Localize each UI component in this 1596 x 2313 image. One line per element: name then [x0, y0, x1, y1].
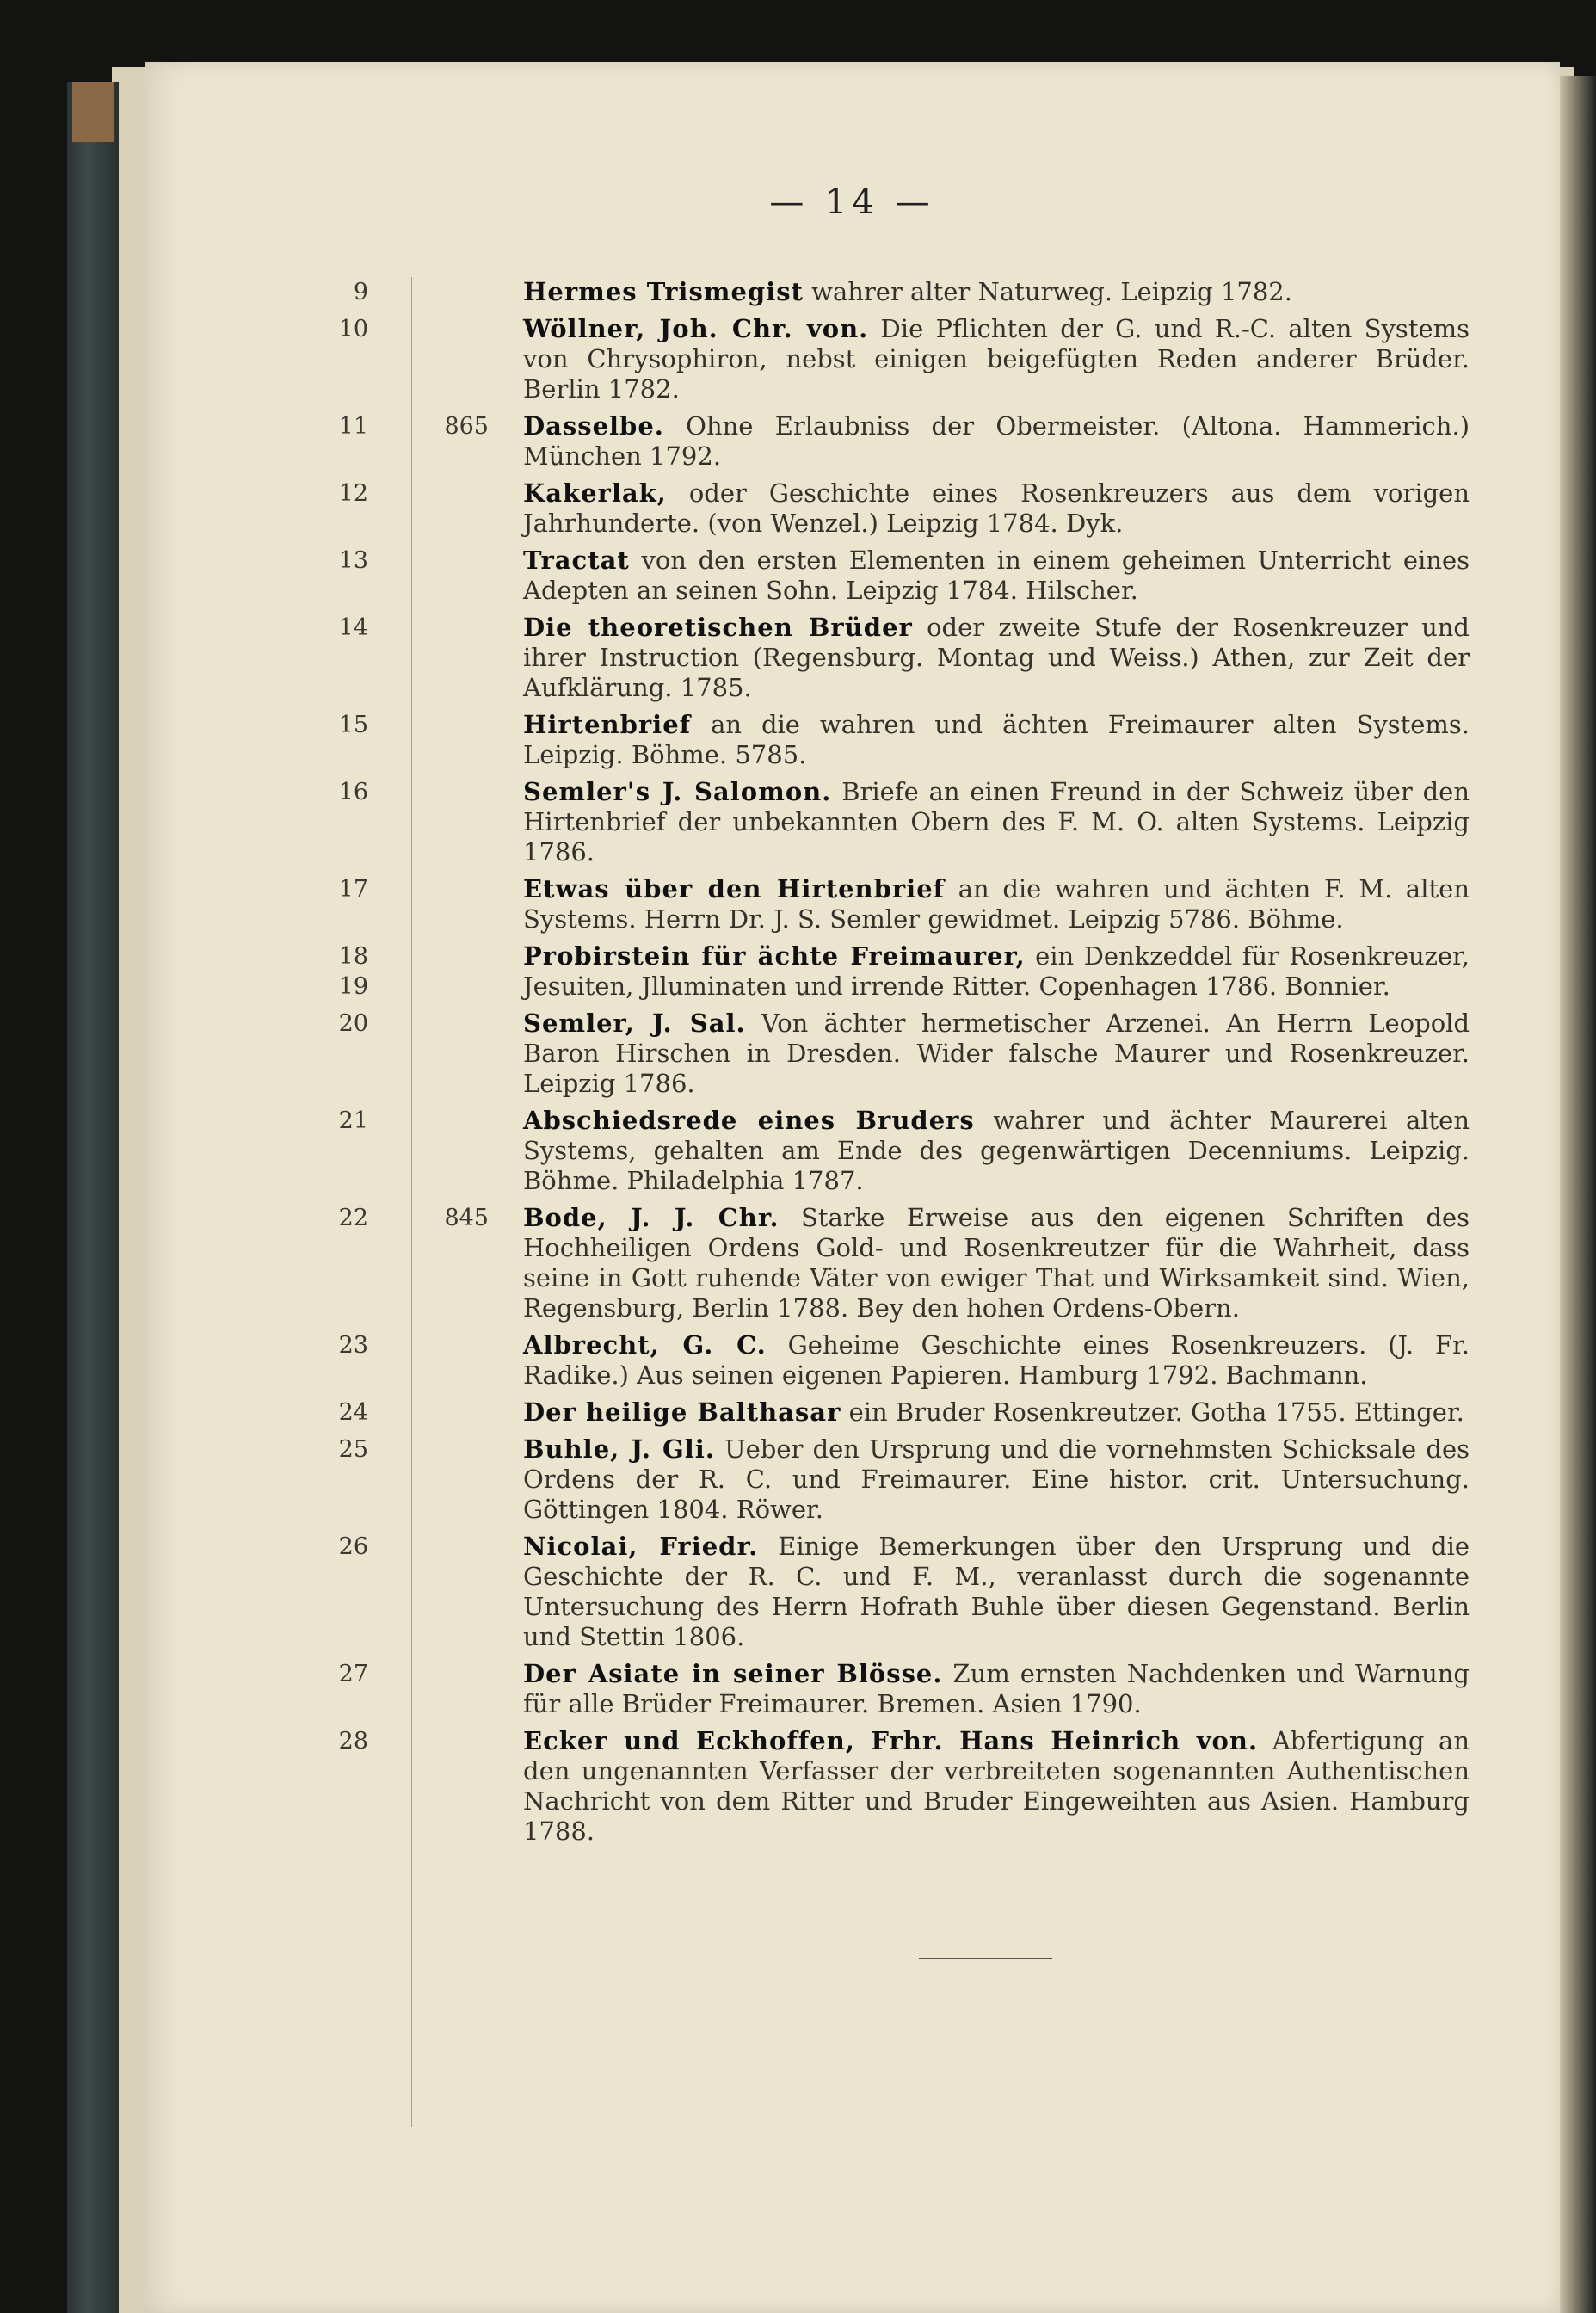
entry-description: ein Denkzeddel für Rosenkreuzer, Jesuiten, Jlluminaten und irrende Ritter. Copenhagen 1786. Bonnier.	[523, 941, 1470, 1001]
entry-title: Bode, J. J. Chr.	[523, 1203, 780, 1232]
entry-description: wahrer und ächter Maurerei alten Systems, gehalten am Ende des gegenwärtigen Decenniums. Leipzig. Böhme. Philadelphia 1787.	[523, 1106, 1470, 1195]
list-item	[145, 1008, 1560, 1099]
entry-title: Dasselbe.	[523, 411, 664, 441]
entry-description: Ueber den Ursprung und die vornehmsten Schicksale des Ordens der R. C. und Freimaurer. Eine histor. crit. Untersuchung. Göttingen 1804. Röwer.	[523, 1434, 1470, 1524]
entry-title: Wöllner, Joh. Chr. von.	[523, 314, 869, 343]
entry-title: Buhle, J. Gli.	[523, 1434, 715, 1464]
list-item	[145, 777, 1560, 867]
entry-title: Abschiedsrede eines Bruders	[523, 1106, 975, 1135]
page-number: — 14 —	[769, 182, 935, 222]
entry-title: Semler's J. Salomon.	[523, 777, 832, 806]
catalog-reference: 865	[444, 413, 489, 440]
entry-title: Hirtenbrief	[523, 710, 692, 739]
list-item	[145, 1726, 1560, 1847]
list-item	[145, 1434, 1560, 1525]
entry-title: Der heilige Balthasar	[523, 1397, 841, 1427]
list-item	[145, 1330, 1560, 1391]
entry-title: Hermes Trismegist	[523, 277, 804, 306]
entry-title: Nicolai, Friedr.	[523, 1532, 759, 1561]
entry-number: 25	[338, 1436, 368, 1463]
book-page	[145, 62, 1560, 2313]
bibliography-list	[145, 277, 1560, 1853]
entry-title: Semler, J. Sal.	[523, 1008, 746, 1038]
entry-description: Starke Erweise aus den eigenen Schriften des Hochheiligen Ordens Gold- und Rosenkreutzer für die Wahrheit, dass seine in Gott ruhende Väter von ewiger That und Wirksamkeit sind. Wien, Regensburg, Berlin 1788. Bey den hohen Ordens-Obern.	[523, 1203, 1470, 1323]
list-item	[145, 546, 1560, 606]
list-item	[145, 411, 1560, 472]
entry-number: 22	[338, 1205, 368, 1231]
list-item	[145, 613, 1560, 703]
entry-title: Tractat	[523, 546, 630, 575]
list-item	[145, 1106, 1560, 1196]
entry-description: an die wahren und ächten Freimaurer alten Systems. Leipzig. Böhme. 5785.	[523, 710, 1470, 769]
show-through-text	[540, 1981, 1487, 2136]
entry-description: ein Bruder Rosenkreutzer. Gotha 1755. Ettinger.	[848, 1397, 1464, 1427]
entry-title: Probirstein für ächte Freimaurer,	[523, 941, 1026, 971]
entry-description: Abfertigung an den ungenannten Verfasser der verbreiteten sogenannten Authentischen Nachricht von dem Ritter und Bruder Eingeweihten aus Asien. Hamburg 1788.	[523, 1726, 1470, 1846]
end-of-list-rule	[919, 1958, 1052, 1959]
entry-title: Die theoretischen Brüder	[523, 613, 913, 642]
entry-description: oder zweite Stufe der Rosenkreuzer und ihrer Instruction (Regensburg. Montag und Weiss.) Athen, zur Zeit der Aufklärung. 1785.	[523, 613, 1470, 702]
right-page-edge	[1560, 76, 1596, 2313]
entry-number: 28	[338, 1728, 368, 1755]
entry-number: 9	[353, 279, 368, 305]
entry-description: Geheime Geschichte eines Rosenkreuzers. (J. Fr. Radike.) Aus seinen eigenen Papieren. Hamburg 1792. Bachmann.	[523, 1330, 1470, 1390]
entry-number: 10	[338, 316, 368, 342]
entry-description: an die wahren und ächten F. M. alten Systems. Herrn Dr. J. S. Semler gewidmet. Leipzig 5786. Böhme.	[523, 874, 1470, 934]
book-spine	[67, 82, 119, 2313]
entry-description: Ohne Erlaubniss der Obermeister. (Altona. Hammerich.) München 1792.	[523, 411, 1470, 471]
list-item	[145, 1397, 1560, 1428]
list-item	[145, 478, 1560, 539]
entry-number: 19	[338, 973, 368, 1000]
entry-number: 23	[338, 1332, 368, 1359]
entry-title: Kakerlak,	[523, 478, 667, 508]
entry-number: 20	[338, 1010, 368, 1037]
entry-number: 14	[338, 614, 368, 641]
entry-number: 21	[338, 1107, 368, 1134]
entry-description: wahrer alter Naturweg. Leipzig 1782.	[811, 277, 1292, 306]
list-item	[145, 941, 1560, 1002]
entry-title: Der Asiate in seiner Blösse.	[523, 1659, 943, 1688]
entry-number: 17	[338, 876, 368, 903]
catalog-reference: 845	[444, 1205, 489, 1231]
entry-number: 13	[338, 547, 368, 574]
entry-title: Ecker und Eckhoffen, Frhr. Hans Heinrich von.	[523, 1726, 1259, 1755]
list-item	[145, 1532, 1560, 1652]
entry-description: von den ersten Elementen in einem geheimen Unterricht eines Adepten an seinen Sohn. Leipzig 1784. Hilscher.	[523, 546, 1470, 605]
entry-number: 18	[338, 943, 368, 970]
list-item	[145, 277, 1560, 307]
entry-number: 24	[338, 1399, 368, 1426]
entry-description: Einige Bemerkungen über den Ursprung und die Geschichte der R. C. und F. M., veranlasst durch die sogenannte Untersuchung des Herrn Hofrath Buhle über diesen Gegenstand. Berlin und Stettin 1806.	[523, 1532, 1470, 1651]
entry-number: 16	[338, 779, 368, 805]
entry-title: Albrecht, G. C.	[523, 1330, 767, 1360]
list-item	[145, 710, 1560, 770]
entry-title: Etwas über den Hirtenbrief	[523, 874, 946, 904]
entry-number-pair	[325, 941, 368, 1002]
entry-number: 12	[338, 480, 368, 507]
entry-description: Von ächter hermetischer Arzenei. An Herrn Leopold Baron Hirschen in Dresden. Wider falsche Maurer und Rosenkreuzer. Leipzig 1786.	[523, 1008, 1470, 1098]
spine-label	[72, 82, 114, 142]
entry-number: 15	[338, 712, 368, 738]
list-item	[145, 874, 1560, 934]
entry-description: Die Pflichten der G. und R.-C. alten Systems von Chrysophiron, nebst einigen beigefügten Reden anderer Brüder. Berlin 1782.	[523, 314, 1470, 404]
list-item	[145, 314, 1560, 404]
entry-description: Zum ernsten Nachdenken und Warnung für alle Brüder Freimaurer. Bremen. Asien 1790.	[523, 1659, 1470, 1718]
entry-number: 26	[338, 1533, 368, 1560]
list-item	[145, 1659, 1560, 1719]
list-item	[145, 1203, 1560, 1323]
entry-description: oder Geschichte eines Rosenkreuzers aus dem vorigen Jahrhunderte. (von Wenzel.) Leipzig 1784. Dyk.	[523, 478, 1470, 538]
entry-number: 27	[338, 1661, 368, 1687]
entry-number: 11	[338, 413, 368, 440]
entry-description: Briefe an einen Freund in der Schweiz über den Hirtenbrief der unbekannten Obern des F. M. O. alten Systems. Leipzig 1786.	[523, 777, 1470, 867]
